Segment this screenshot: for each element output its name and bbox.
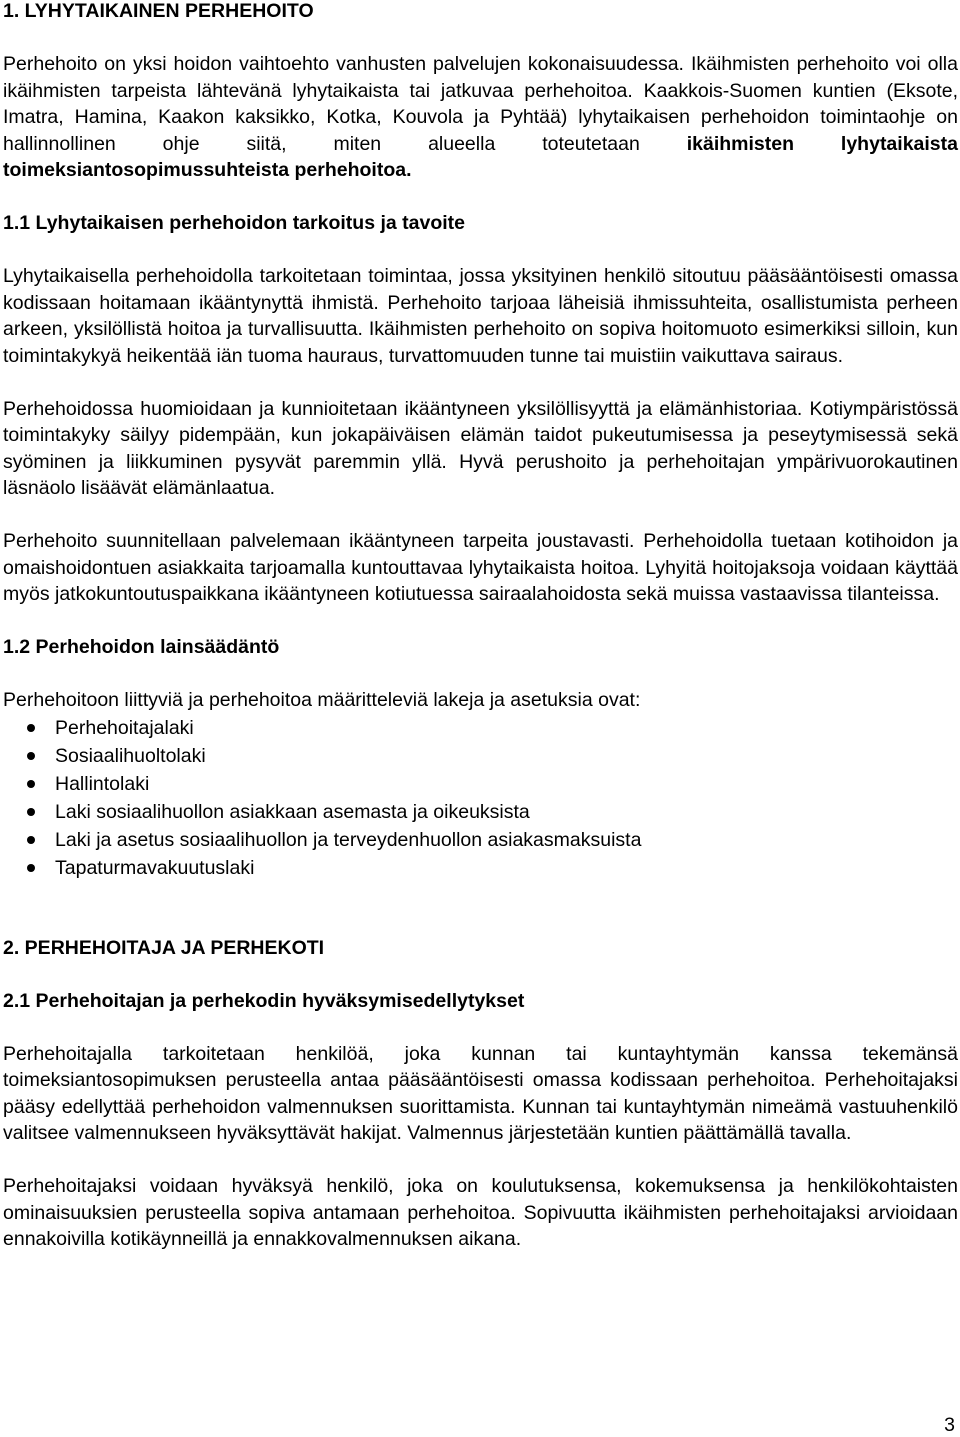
law-list-item: Laki sosiaalihuollon asiakkaan asemasta ja oikeuksista <box>55 798 958 826</box>
section-1-1-paragraph-3: Perhehoito suunnitellaan palvelemaan ikääntyneen tarpeita joustavasti. Perhehoidolla tuetaan kotihoidon ja omaishoidontuen asiakkaita tarjoamalla kuntouttavaa lyhytaikaista hoitoa. Lyhyitä hoitojaksoja voidaan käyttää myös jatkokuntoutuspaikkana ikääntyneen kotiutuessa sairaalahoidosta sekä muissa vastaavissa tilanteissa. <box>3 530 958 605</box>
section-1-1-heading: 1.1 Lyhytaikaisen perhehoidon tarkoitus ja tavoite <box>3 212 465 234</box>
page-number: 3 <box>944 1414 955 1436</box>
section-1-2-intro: Perhehoitoon liittyviä ja perhehoitoa määritteleviä lakeja ja asetuksia ovat: <box>3 689 641 711</box>
section-1-1-paragraph-1: Lyhytaikaisella perhehoidolla tarkoitetaan toimintaa, jossa yksityinen henkilö sitoutuu pääsääntöisesti omassa kodissaan hoitamaan ikääntynyttä ihmistä. Perhehoito tarjoaa läheisiä ihmissuhteita, osallistumista perheen arkeen, yksilöllistä hoitoa ja turvallisuutta. Ikäihmisten perhehoito on sopiva hoitomuoto esimerkiksi silloin, kun toimintakykyä heikentää iän tuoma hauraus, turvattomuuden tunne tai muistiin vaikuttava sairaus. <box>3 265 958 367</box>
section-2-1-heading: 2.1 Perhehoitajan ja perhekodin hyväksymisedellytykset <box>3 989 525 1012</box>
section-1-intro-paragraph <box>3 51 958 184</box>
section-2-1-paragraph-2: Perhehoitajaksi voidaan hyväksyä henkilö, joka on koulutuksensa, kokemuksensa ja henkilökohtaisten ominaisuuksien perusteella sopiva antamaan perhehoitoa. Sopivuutta ikäihmisten perhehoitajaksi arvioidaan ennakoivilla kotikäynneillä ja ennakkovalmennuksen aikana. <box>3 1175 958 1250</box>
law-list-item: Sosiaalihuoltolaki <box>55 742 958 770</box>
law-list-item: Hallintolaki <box>55 770 958 798</box>
law-list-item: Tapaturmavakuutuslaki <box>55 854 958 882</box>
section-1-2-heading: 1.2 Perhehoidon lainsäädäntö <box>3 636 280 658</box>
law-list-item: Perhehoitajalaki <box>55 714 958 742</box>
section-1-intro-text: Perhehoito on yksi hoidon vaihtoehto vanhusten palvelujen kokonaisuudessa. Ikäihmisten perhehoito voi olla ikäihmisten tarpeista lähtevänä lyhytaikaista tai jatkuvaa perhehoitoa. Kaakkois-Suomen kuntien (Eksote, Imatra, Hamina, Kaakon kaksikko, Kotka, Kouvola ja Pyhtää) lyhytaikaisen perhehoidon toimintaohje on hallinnollinen ohje siitä, miten alueella toteutetaan <box>3 53 958 155</box>
section-2-1-paragraph-1: Perhehoitajalla tarkoitetaan henkilöä, joka kunnan tai kuntayhtymän kanssa tekemänsä toimeksiantosopimuksen perusteella antaa pääsääntöisesti omassa kodissaan perhehoitoa. Perhehoitajaksi pääsy edellyttää perhehoidon valmennuksen suorittamista. Kunnan tai kuntayhtymän nimeämä vastuuhenkilö valitsee valmennukseen hyväksyttävät hakijat. Valmennus järjestetään kuntien päättämällä tavalla. <box>3 1042 958 1144</box>
law-list <box>3 714 958 882</box>
section-1-heading: 1. LYHYTAIKAINEN PERHEHOITO <box>3 0 314 22</box>
section-1-1-paragraph-2: Perhehoidossa huomioidaan ja kunnioitetaan ikääntyneen yksilöllisyyttä ja elämänhistoriaa. Kotiympäristössä toimintakyky säilyy pidempään, kun jokapäiväisen elämän taidot pukeutumisessa ja peseytymisessä sekä syöminen ja liikkuminen pysyvät paremmin yllä. Hyvä perushoito ja perhehoitajan ympärivuorokautinen läsnäolo lisäävät elämänlaatua. <box>3 397 958 499</box>
section-1-intro-bold-text: ikäihmisten lyhytaikaista toimeksiantosopimussuhteista perhehoitoa. <box>3 132 958 181</box>
law-list-item: Laki ja asetus sosiaalihuollon ja terveydenhuollon asiakasmaksuista <box>55 826 958 854</box>
document-page <box>3 0 958 1253</box>
section-2-heading: 2. PERHEHOITAJA JA PERHEKOTI <box>3 936 325 959</box>
